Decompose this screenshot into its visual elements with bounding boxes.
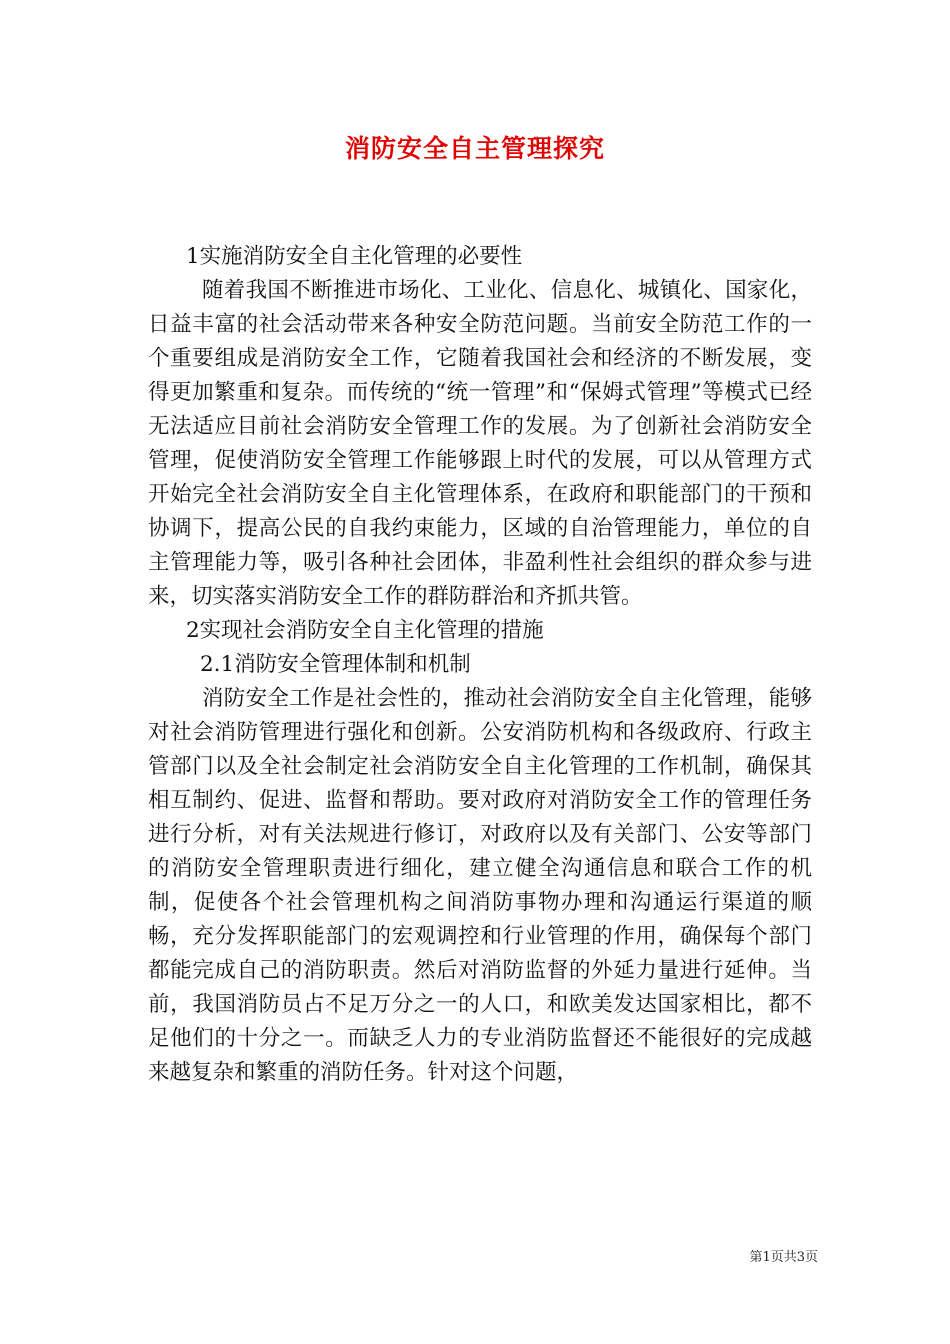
document-title: 消防安全自主管理探究 (344, 134, 605, 163)
paragraph-1: 随着我国不断推进市场化、工业化、信息化、城镇化、国家化，日益丰富的社会活动带来各种安全防范问题。当前安全防范工作的一个重要组成是消防安全工作，它随着我国社会和经济的不断发展，变得更加繁重和复杂。而传统的“统一管理”和“保姆式管理”等模式已经无法适应目前社会消防安全管理工作的发展。为了创新社会消防安全管理，促使消防安全管理工作能够跟上时代的发展，可以从管理方式开始完全社会消防安全自主化管理体系，在政府和职能部门的干预和协调下，提高公民的自我约束能力，区域的自治管理能力，单位的自主管理能力等，吸引各种社会团体，非盈利性社会组织的群众参与进来，切实落实消防安全工作的群防群治和齐抓共管。 (148, 278, 812, 609)
subsection-heading-2-1: 2.1消防安全管理体制和机制 (200, 652, 471, 677)
section-heading-2: 2实现社会消防安全自主化管理的措施 (186, 618, 544, 643)
section-heading-1: 1实施消防安全自主化管理的必要性 (186, 244, 523, 269)
document-body (148, 240, 812, 1090)
paragraph-2: 消防安全工作是社会性的，推动社会消防安全自主化管理，能够对社会消防管理进行强化和创新。公安消防机构和各级政府、行政主管部门以及全社会制定社会消防安全自主化管理的工作机制，确保其相互制约、促进、监督和帮助。要对政府对消防安全工作的管理任务进行分析，对有关法规进行修订，对政府以及有关部门、公安等部门的消防安全管理职责进行细化，建立健全沟通信息和联合工作的机制，促使各个社会管理机构之间消防事物办理和沟通运行渠道的顺畅，充分发挥职能部门的宏观调控和行业管理的作用，确保每个部门都能完成自己的消防职责。然后对消防监督的外延力量进行延伸。当前，我国消防员占不足万分之一的人口，和欧美发达国家相比，都不足他们的十分之一。而缺乏人力的专业消防监督还不能很好的完成越来越复杂和繁重的消防任务。针对这个问题， (148, 686, 812, 1085)
page-number-footer: 第1页共3页 (749, 1250, 818, 1265)
